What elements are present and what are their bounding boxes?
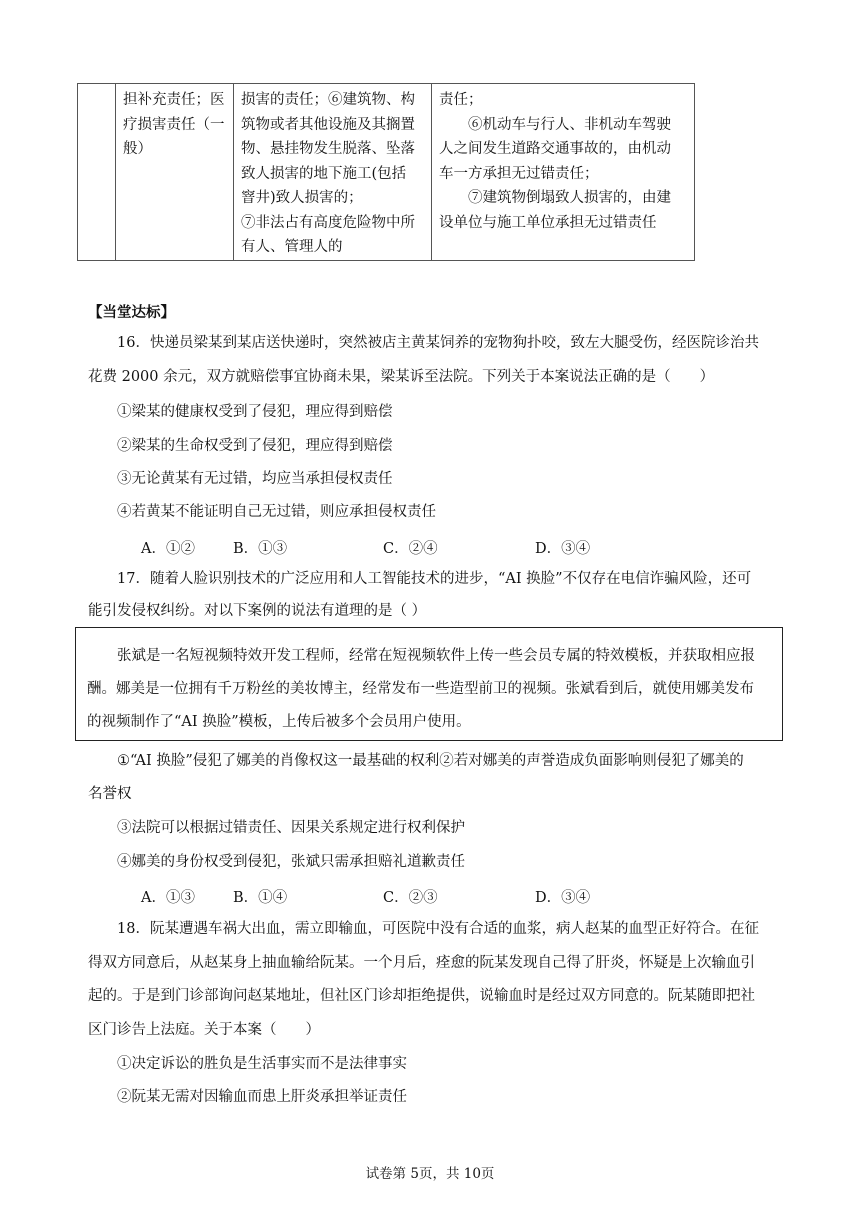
page-footer: 试卷第 5页，共 10页 [365,1166,495,1182]
q16-item-4: ④若黄某不能证明自己无过错，则应承担侵权责任 [117,504,436,520]
cell-line: 窨井)致人损害的； [241,190,363,206]
q17-item-4: ④娜美的身份权受到侵犯，张斌只需承担赔礼道歉责任 [117,854,465,870]
table-cell-empty [78,84,116,261]
option-c[interactable]: C．②④ [383,541,438,557]
option-d[interactable]: D．③④ [535,890,591,906]
q16-item-3: ③无论黄某有无过错，均应当承担侵权责任 [117,471,393,487]
table-cell-no-fault [432,84,695,261]
cell-line: 责任； [439,92,483,108]
q18-stem: 起的。于是到门诊部询问赵某地址，但社区门诊却拒绝提供，说输血时是经过双方同意的。阮某随即把社 [88,988,755,1004]
cell-line: ⑥机动车与行人、非机动车驾驶 [468,116,671,133]
option-c[interactable]: C．②③ [383,890,438,906]
q17-item-1: 名誉权 [88,786,132,802]
cell-line: 人之间发生道路交通事故的，由机动 [439,141,671,157]
cell-line: 担补充责任；医 [123,92,225,108]
q16-item-2: ②梁某的生命权受到了侵犯，理应得到赔偿 [117,438,393,454]
case-box [75,627,783,741]
cell-line: 损害的责任；⑥建筑物、构 [241,92,415,108]
cell-line: ⑦建筑物倒塌致人损害的，由建 [468,190,671,206]
option-a[interactable]: A．①② [141,541,195,557]
q16-stem: 花费 2000 余元，双方就赔偿事宜协商未果，梁某诉至法院。下列关于本案说法正确的是（ ） [88,369,715,385]
cell-line: 有人、管理人的 [241,239,343,255]
option-b[interactable]: B．①③ [233,541,288,557]
q18-stem: 得双方同意后，从赵某身上抽血输给阮某。一个月后，痊愈的阮某发现自己得了肝炎，怀疑是上次输血引 [88,955,755,971]
table-cell-cases [234,84,432,261]
section-title: 【当堂达标】 [88,305,175,321]
table-row [78,84,695,261]
cell-line: 疗损害责任（一 [123,116,225,133]
cell-line: 车一方承担无过错责任； [439,165,599,182]
liability-table [77,83,695,261]
q18-stem: 区门诊告上法庭。关于本案（ ） [88,1022,320,1038]
table-cell-liability-type [116,84,234,261]
option-a[interactable]: A．①③ [141,890,195,906]
q16-stem: 16．快递员梁某到某店送快递时，突然被店主黄某饲养的宠物狗扑咬，致左大腿受伤，经医院诊治共 [117,335,759,351]
q18-stem: 18．阮某遭遇车祸大出血，需立即输血，可医院中没有合适的血浆，病人赵某的血型正好符合。在征 [117,921,759,937]
case-line: 酬。娜美是一位拥有千万粉丝的美妆博主，经常发布一些造型前卫的视频。张斌看到后，就使用娜美发布 [87,681,754,697]
option-b[interactable]: B．①④ [233,890,288,906]
cell-line: 致人损害的地下施工(包括 [241,165,407,182]
q17-item-3: ③法院可以根据过错责任、因果关系规定进行权利保护 [117,820,465,836]
q18-item-2: ②阮某无需对因输血而患上肝炎承担举证责任 [117,1089,407,1105]
q18-item-1: ①决定诉讼的胜负是生活事实而不是法律事实 [117,1056,407,1072]
case-line: 张斌是一名短视频特效开发工程师，经常在短视频软件上传一些会员专属的特效模板，并获取相应报 [117,648,755,664]
q17-stem: 17．随着人脸识别技术的广泛应用和人工智能技术的进步，“AI 换脸”不仅存在电信诈骗风险，还可 [117,571,752,587]
cell-line: ⑦非法占有高度危险物中所 [241,214,415,231]
case-line: 的视频制作了“AI 换脸”模板，上传后被多个会员用户使用。 [87,714,471,730]
cell-line: 物、悬挂物发生脱落、坠落 [241,141,415,157]
q16-item-1: ①梁某的健康权受到了侵犯，理应得到赔偿 [117,404,393,420]
q17-stem: 能引发侵权纠纷。对以下案例的说法有道理的是（ ） [88,603,427,619]
option-d[interactable]: D．③④ [535,541,591,557]
cell-line: 设单位与施工单位承担无过错责任 [439,214,657,231]
cell-line: 般） [123,141,152,157]
cell-line: 筑物或者其他设施及其搁置 [241,116,415,133]
q17-item-1: ①“AI 换脸”侵犯了娜美的肖像权这一最基础的权利②若对娜美的声誉造成负面影响则侵犯了娜美的 [117,753,744,769]
